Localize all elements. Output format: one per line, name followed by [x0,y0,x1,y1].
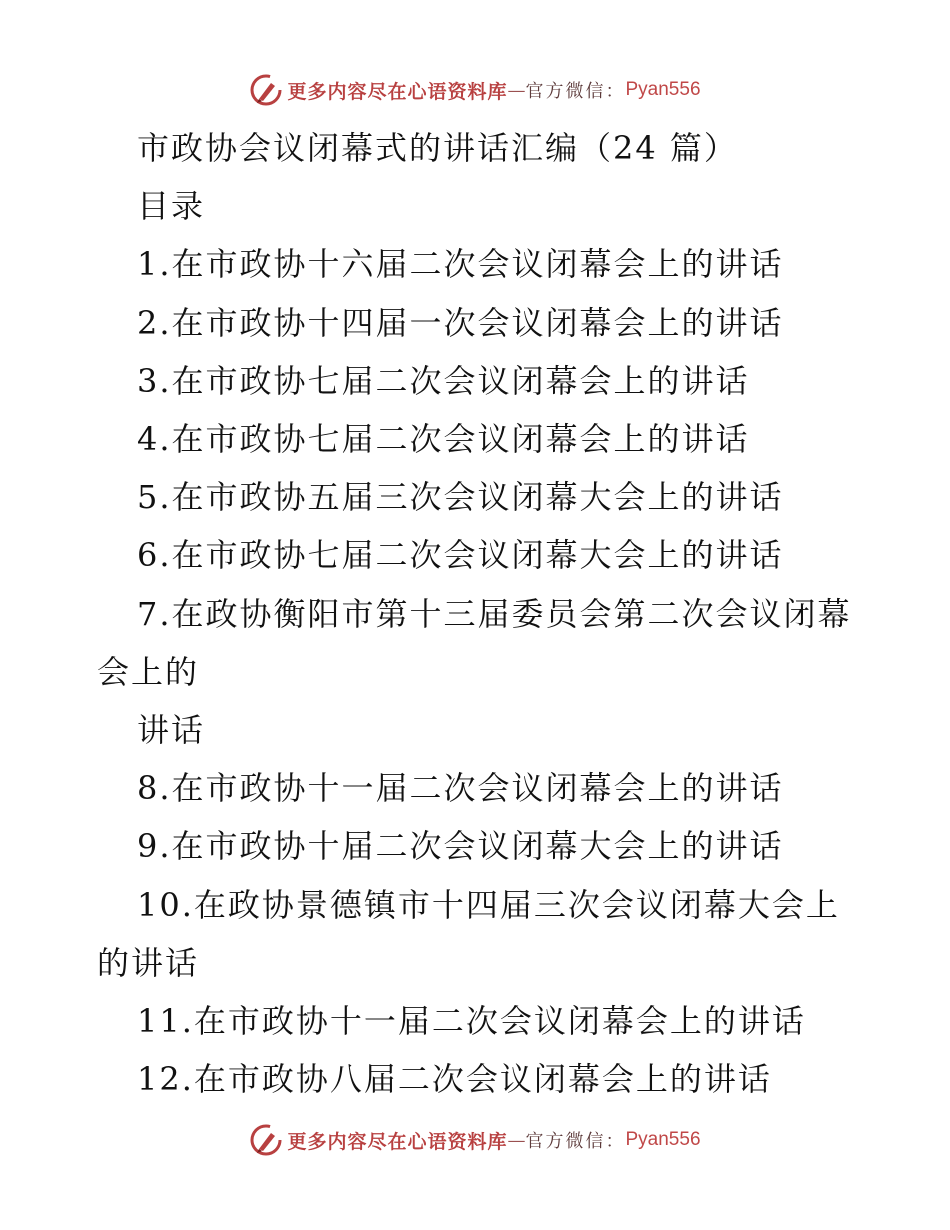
watermark-dash: — [507,1129,526,1151]
toc-item-continuation: 讲话 [137,711,206,750]
toc-item: 5.在市政协五届三次会议闭幕大会上的讲话 [137,478,784,517]
watermark-brand: 更多内容尽在心语资料库 [287,1130,508,1153]
toc-item: 9.在市政协十届二次会议闭幕大会上的讲话 [137,827,784,866]
pen-logo-icon [249,1123,283,1157]
watermark-wechat-id: Pyan556 [625,1129,701,1150]
toc-item: 6.在市政协七届二次会议闭幕大会上的讲话 [137,536,784,575]
watermark-header [0,70,950,110]
watermark-footer [0,1120,950,1160]
toc-item: 11.在市政协十一届二次会议闭幕会上的讲话 [137,1002,806,1041]
watermark-brand: 更多内容尽在心语资料库 [287,80,508,103]
toc-item-continuation: 的讲话 [97,943,200,982]
toc-item-continuation: 会上的 [97,652,200,691]
watermark-official: 官方微信： [525,81,626,102]
toc-item: 1.在市政协十六届二次会议闭幕会上的讲话 [137,245,784,284]
watermark-official: 官方微信： [525,1131,626,1152]
toc-item: 12.在市政协八届二次会议闭幕会上的讲话 [137,1060,772,1099]
watermark-dash: — [507,79,526,101]
toc-item: 4.在市政协七届二次会议闭幕会上的讲话 [137,420,750,459]
toc-item: 7.在政协衡阳市第十三届委员会第二次会议闭幕 [137,594,852,633]
watermark-wechat-id: Pyan556 [625,79,701,100]
toc-item: 8.在市政协十一届二次会议闭幕会上的讲话 [137,769,784,808]
toc-item: 3.在市政协七届二次会议闭幕会上的讲话 [137,361,750,400]
toc-item: 10.在政协景德镇市十四届三次会议闭幕大会上 [137,885,840,924]
document-title: 市政协会议闭幕式的讲话汇编（24 篇） [137,129,738,167]
document-body [97,119,867,1108]
pen-logo-icon [249,73,283,107]
toc-heading: 目录 [137,187,206,226]
toc-item: 2.在市政协十四届一次会议闭幕会上的讲话 [137,303,784,342]
